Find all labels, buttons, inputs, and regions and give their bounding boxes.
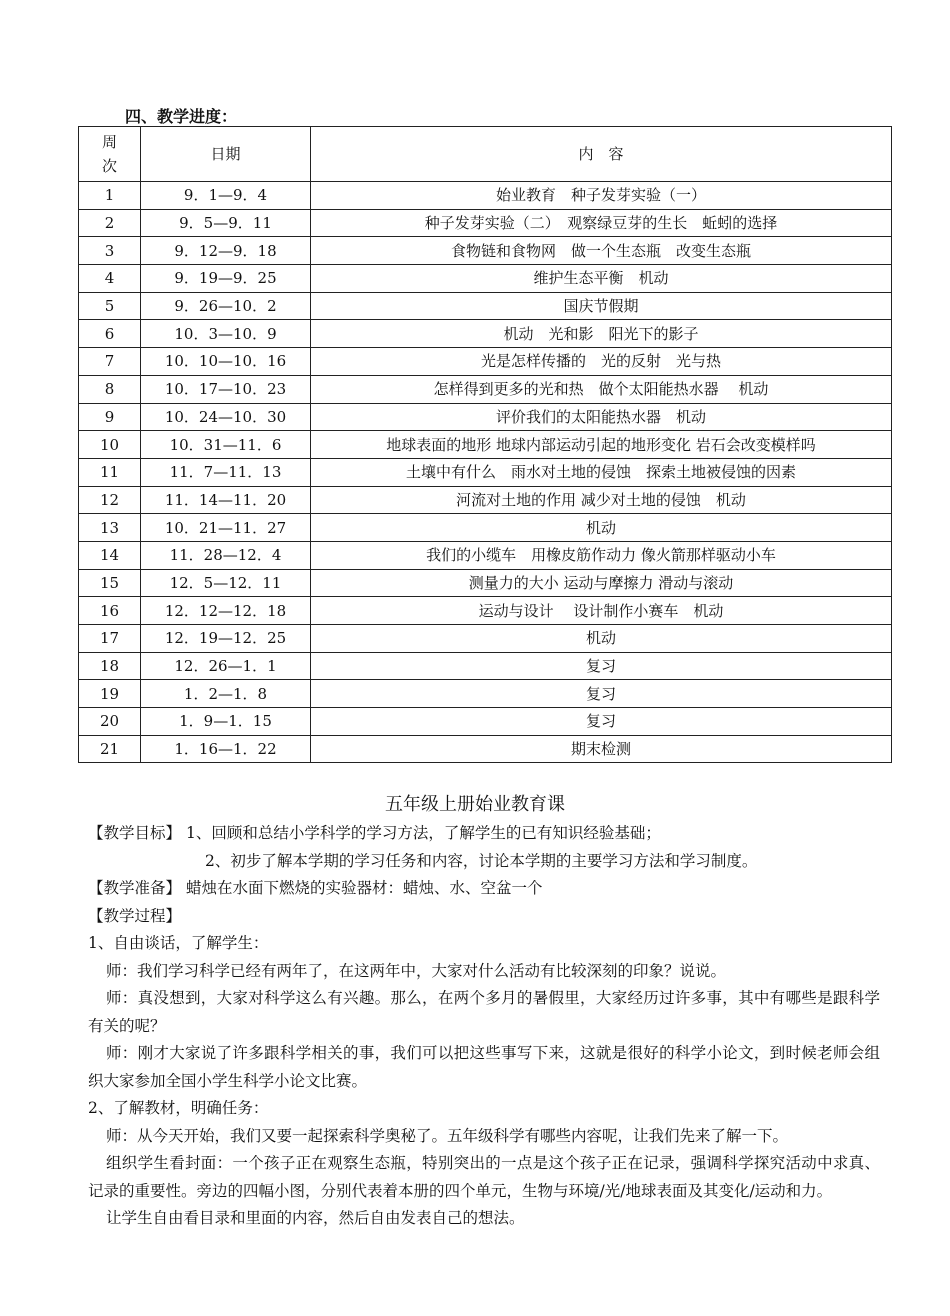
row-week: 3 bbox=[79, 237, 141, 265]
row-content: 河流对土地的作用 减少对土地的侵蚀 机动 bbox=[311, 486, 892, 514]
row-content: 地球表面的地形 地球内部运动引起的地形变化 岩石会改变模样吗 bbox=[311, 431, 892, 459]
goal-line-1 bbox=[88, 820, 880, 848]
goal-label: 【教学目标】 bbox=[88, 824, 182, 842]
row-date: 9．12—9．18 bbox=[141, 237, 311, 265]
lesson-title: 五年级上册始业教育课 bbox=[385, 794, 565, 815]
header-week bbox=[79, 127, 141, 182]
row-date: 10．31—11．6 bbox=[141, 431, 311, 459]
row-date: 12．12—12．18 bbox=[141, 597, 311, 625]
step1-paragraph-3: 师：刚才大家说了许多跟科学相关的事，我们可以把这些事写下来，这就是很好的科学小论文，到时候老师会组织大家参加全国小学生科学小论文比赛。 bbox=[88, 1044, 880, 1090]
table-row bbox=[79, 735, 892, 763]
row-content: 复习 bbox=[311, 708, 892, 736]
goal-1: 1、回顾和总结小学科学的学习方法，了解学生的已有知识经验基础； bbox=[185, 824, 661, 842]
row-date: 9．19—9．25 bbox=[141, 265, 311, 293]
row-week: 5 bbox=[79, 292, 141, 320]
row-content: 怎样得到更多的光和热 做个太阳能热水器 机动 bbox=[311, 375, 892, 403]
row-week: 6 bbox=[79, 320, 141, 348]
row-content: 始业教育 种子发芽实验（一） bbox=[311, 182, 892, 210]
row-date: 1．2—1．8 bbox=[141, 680, 311, 708]
row-week: 19 bbox=[79, 680, 141, 708]
row-content: 机动 bbox=[311, 514, 892, 542]
step2-paragraph-2: 组织学生看封面：一个孩子正在观察生态瓶，特别突出的一点是这个孩子正在记录，强调科学探究活动中求真、记录的重要性。旁边的四幅小图，分别代表着本册的四个单元，生物与环境/光/地球表面及其变化/运动和力。 bbox=[88, 1154, 880, 1200]
lesson-body bbox=[88, 820, 880, 1233]
row-content: 我们的小缆车 用橡皮筋作动力 像火箭那样驱动小车 bbox=[311, 541, 892, 569]
row-date: 9．1—9．4 bbox=[141, 182, 311, 210]
table-row bbox=[79, 486, 892, 514]
table-header-row bbox=[79, 127, 892, 182]
row-week: 17 bbox=[79, 625, 141, 653]
table-row bbox=[79, 431, 892, 459]
row-week: 1 bbox=[79, 182, 141, 210]
prep-label: 【教学准备】 bbox=[88, 879, 182, 897]
step2-paragraph-3: 让学生自由看目录和里面的内容，然后自由发表自己的想法。 bbox=[106, 1209, 525, 1227]
table-row bbox=[79, 375, 892, 403]
row-week: 20 bbox=[79, 708, 141, 736]
table-row bbox=[79, 265, 892, 293]
row-week: 8 bbox=[79, 375, 141, 403]
table-row bbox=[79, 680, 892, 708]
row-week: 12 bbox=[79, 486, 141, 514]
step1-paragraph-2: 师：真没想到，大家对科学这么有兴趣。那么，在两个多月的暑假里，大家经历过许多事，其中有哪些是跟科学有关的呢？ bbox=[88, 989, 880, 1035]
row-date: 1．9—1．15 bbox=[141, 708, 311, 736]
header-week-label: 周 次 bbox=[101, 133, 117, 175]
row-date: 11．28—12．4 bbox=[141, 541, 311, 569]
table-row bbox=[79, 652, 892, 680]
step2-title: 2、了解教材，明确任务： bbox=[88, 1099, 269, 1117]
table-row bbox=[79, 541, 892, 569]
table-row bbox=[79, 625, 892, 653]
row-week: 13 bbox=[79, 514, 141, 542]
row-date: 12．26—1．1 bbox=[141, 652, 311, 680]
row-date: 9．26—10．2 bbox=[141, 292, 311, 320]
row-date: 1．16—1．22 bbox=[141, 735, 311, 763]
row-content: 机动 bbox=[311, 625, 892, 653]
row-content: 复习 bbox=[311, 680, 892, 708]
row-date: 10．3—10．9 bbox=[141, 320, 311, 348]
row-date: 9．5—9．11 bbox=[141, 209, 311, 237]
row-date: 11．14—11．20 bbox=[141, 486, 311, 514]
row-content: 食物链和食物网 做一个生态瓶 改变生态瓶 bbox=[311, 237, 892, 265]
row-week: 15 bbox=[79, 569, 141, 597]
row-week: 11 bbox=[79, 458, 141, 486]
table-row bbox=[79, 708, 892, 736]
prep-line bbox=[88, 875, 880, 903]
row-date: 10．17—10．23 bbox=[141, 375, 311, 403]
prep-text: 蜡烛在水面下燃烧的实验器材：蜡烛、水、空盆一个 bbox=[185, 879, 543, 897]
row-date: 10．24—10．30 bbox=[141, 403, 311, 431]
row-content: 运动与设计 设计制作小赛车 机动 bbox=[311, 597, 892, 625]
header-content: 内 容 bbox=[311, 127, 892, 182]
row-week: 2 bbox=[79, 209, 141, 237]
table-row bbox=[79, 597, 892, 625]
table-row bbox=[79, 209, 892, 237]
row-week: 16 bbox=[79, 597, 141, 625]
step1-paragraph-1: 师：我们学习科学已经有两年了，在这两年中，大家对什么活动有比较深刻的印象？说说。 bbox=[106, 961, 727, 980]
row-content: 国庆节假期 bbox=[311, 292, 892, 320]
table-row bbox=[79, 182, 892, 210]
row-content: 种子发芽实验（二） 观察绿豆芽的生长 蚯蚓的选择 bbox=[311, 209, 892, 237]
table-row bbox=[79, 292, 892, 320]
schedule-heading: 四、教学进度： bbox=[125, 107, 238, 126]
row-date: 10．10—10．16 bbox=[141, 348, 311, 376]
table-row bbox=[79, 569, 892, 597]
goal-2: 2、初步了解本学期的学习任务和内容，讨论本学期的主要学习方法和学习制度。 bbox=[205, 851, 758, 870]
row-content: 机动 光和影 阳光下的影子 bbox=[311, 320, 892, 348]
schedule-table bbox=[78, 126, 892, 763]
table-row bbox=[79, 237, 892, 265]
row-date: 12．19—12．25 bbox=[141, 625, 311, 653]
row-week: 18 bbox=[79, 652, 141, 680]
row-content: 光是怎样传播的 光的反射 光与热 bbox=[311, 348, 892, 376]
table-row bbox=[79, 403, 892, 431]
row-date: 10．21—11．27 bbox=[141, 514, 311, 542]
table-row bbox=[79, 458, 892, 486]
row-content: 期末检测 bbox=[311, 735, 892, 763]
row-content: 评价我们的太阳能热水器 机动 bbox=[311, 403, 892, 431]
table-row bbox=[79, 514, 892, 542]
row-week: 21 bbox=[79, 735, 141, 763]
row-week: 7 bbox=[79, 348, 141, 376]
table-row bbox=[79, 348, 892, 376]
table-row bbox=[79, 320, 892, 348]
process-label: 【教学过程】 bbox=[88, 906, 182, 925]
row-date: 11．7—11．13 bbox=[141, 458, 311, 486]
row-week: 14 bbox=[79, 541, 141, 569]
step1-title: 1、自由谈话，了解学生： bbox=[88, 934, 269, 952]
step2-paragraph-1: 师：从今天开始，我们又要一起探索科学奥秘了。五年级科学有哪些内容呢，让我们先来了解一下。 bbox=[106, 1126, 789, 1145]
row-content: 复习 bbox=[311, 652, 892, 680]
row-content: 土壤中有什么 雨水对土地的侵蚀 探索土地被侵蚀的因素 bbox=[311, 458, 892, 486]
row-week: 9 bbox=[79, 403, 141, 431]
row-content: 测量力的大小 运动与摩擦力 滑动与滚动 bbox=[311, 569, 892, 597]
header-date: 日期 bbox=[141, 127, 311, 182]
row-week: 4 bbox=[79, 265, 141, 293]
row-week: 10 bbox=[79, 431, 141, 459]
row-content: 维护生态平衡 机动 bbox=[311, 265, 892, 293]
row-date: 12．5—12．11 bbox=[141, 569, 311, 597]
